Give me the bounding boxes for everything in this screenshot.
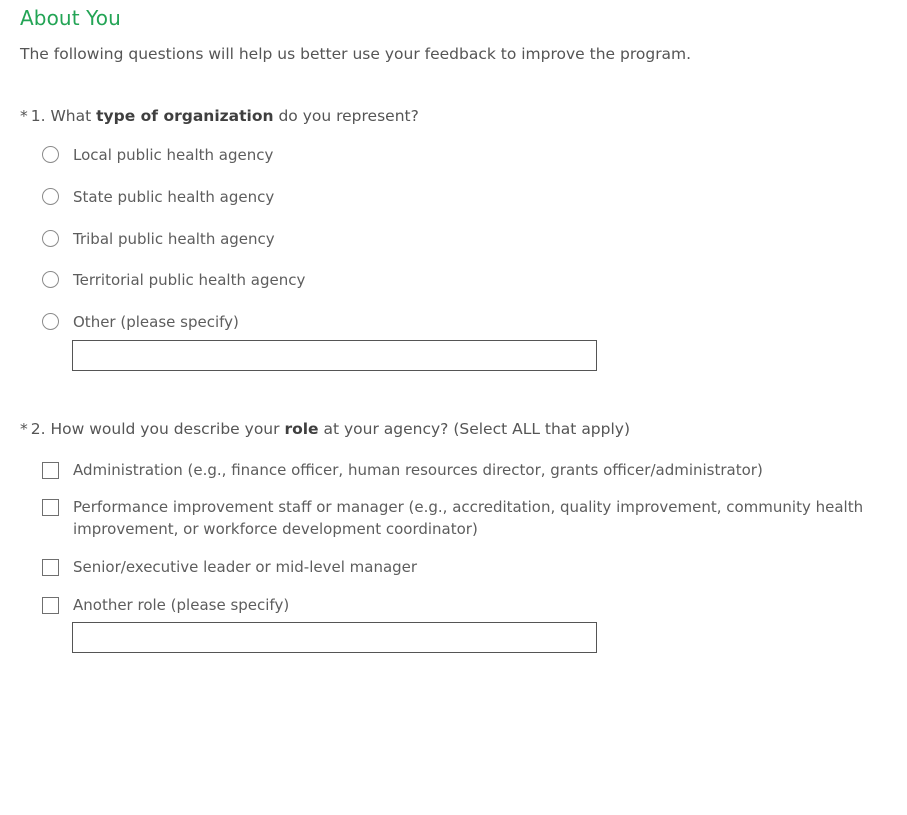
required-marker: * xyxy=(20,419,28,438)
radio-icon[interactable] xyxy=(42,188,59,205)
page-title: About You xyxy=(20,6,121,30)
question-1 xyxy=(20,106,887,371)
question-1-options xyxy=(20,145,887,371)
option-label: Administration (e.g., finance officer, human resources director, grants officer/administrator) xyxy=(73,460,763,479)
radio-icon[interactable] xyxy=(42,271,59,288)
checkbox-option-administration[interactable] xyxy=(20,460,887,482)
option-label: Territorial public health agency xyxy=(73,271,306,290)
question-1-number: 1. xyxy=(30,107,46,126)
question-2-text-after: at your agency? (Select ALL that apply) xyxy=(318,419,631,438)
checkbox-option-another-role[interactable] xyxy=(20,595,887,617)
checkbox-option-performance-improvement[interactable] xyxy=(20,497,887,541)
question-2 xyxy=(20,419,887,654)
checkbox-icon[interactable] xyxy=(42,597,59,614)
question-2-text-bold: role xyxy=(284,419,319,438)
checkbox-icon[interactable] xyxy=(42,499,59,516)
option-label: Tribal public health agency xyxy=(73,229,275,248)
option-label: State public health agency xyxy=(73,187,275,206)
checkbox-icon[interactable] xyxy=(42,462,59,479)
question-2-other-input[interactable] xyxy=(72,622,597,653)
radio-option-territorial[interactable] xyxy=(20,270,887,292)
section-intro: The following questions will help us better use your feedback to improve the program. xyxy=(20,45,692,63)
question-1-text-after: do you represent? xyxy=(273,107,419,126)
radio-option-other[interactable] xyxy=(20,312,887,334)
option-label: Other (please specify) xyxy=(73,313,239,332)
option-label: Local public health agency xyxy=(73,146,274,165)
radio-option-state[interactable] xyxy=(20,187,887,209)
radio-icon[interactable] xyxy=(42,146,59,163)
question-1-text-bold: type of organization xyxy=(96,107,274,126)
radio-icon[interactable] xyxy=(42,230,59,247)
question-2-text xyxy=(20,419,887,440)
question-1-text-before: What xyxy=(50,107,97,126)
radio-option-tribal[interactable] xyxy=(20,229,887,251)
checkbox-option-senior-leader[interactable] xyxy=(20,557,887,579)
question-2-text-before: How would you describe your xyxy=(50,419,285,438)
question-1-text xyxy=(20,106,887,127)
radio-option-local[interactable] xyxy=(20,145,887,167)
option-label: Senior/executive leader or mid-level manager xyxy=(73,557,418,576)
question-2-options xyxy=(20,460,887,654)
question-1-other-input[interactable] xyxy=(72,340,597,371)
option-label: Performance improvement staff or manager (e.g., accreditation, quality improvement, community health improvement, or workforce development coordinator) xyxy=(73,498,864,539)
question-2-number: 2. xyxy=(30,419,46,438)
required-marker: * xyxy=(20,107,28,126)
option-label: Another role (please specify) xyxy=(73,595,290,614)
radio-icon[interactable] xyxy=(42,313,59,330)
checkbox-icon[interactable] xyxy=(42,559,59,576)
survey-page xyxy=(0,6,907,653)
